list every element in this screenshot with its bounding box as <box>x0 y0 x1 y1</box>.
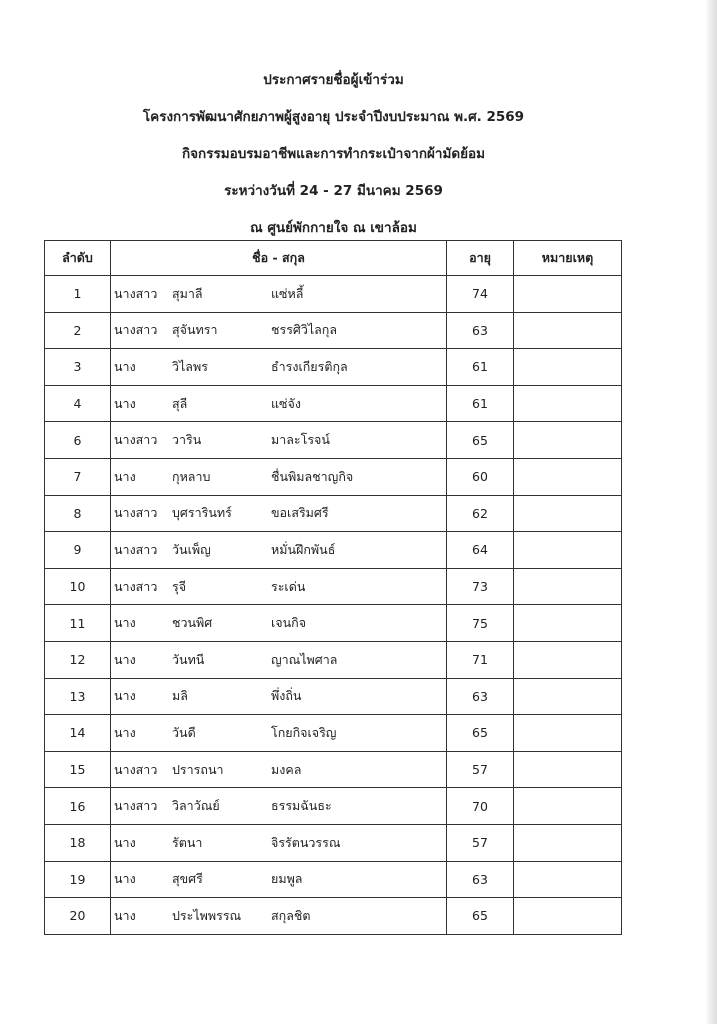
table-row <box>45 532 622 569</box>
name-title: นางสาว <box>114 432 158 448</box>
first-name: วันดี <box>172 724 196 740</box>
last-name: หมั่นฝึกพันธ์ <box>271 541 336 557</box>
table-header-row <box>45 241 622 276</box>
table-row <box>45 385 622 422</box>
cell-name <box>111 312 447 349</box>
cell-index: 3 <box>45 349 111 386</box>
name-title: นางสาว <box>114 285 158 301</box>
cell-name <box>111 422 447 459</box>
cell-name <box>111 751 447 788</box>
table-row <box>45 276 622 313</box>
name-title: นาง <box>114 615 136 631</box>
table-row <box>45 898 622 935</box>
cell-note <box>514 495 622 532</box>
name-title: นาง <box>114 834 136 850</box>
name-title: นางสาว <box>114 798 158 814</box>
first-name: ชวนพิศ <box>172 615 213 631</box>
cell-name <box>111 568 447 605</box>
column-header-age: อายุ <box>447 241 514 276</box>
cell-name <box>111 495 447 532</box>
table-row <box>45 641 622 678</box>
table-row <box>45 495 622 532</box>
cell-note <box>514 312 622 349</box>
cell-age: 65 <box>447 898 514 935</box>
cell-age: 74 <box>447 276 514 313</box>
first-name: วิลาวัณย์ <box>172 798 220 814</box>
cell-age: 60 <box>447 458 514 495</box>
cell-age: 57 <box>447 824 514 861</box>
cell-name <box>111 861 447 898</box>
first-name: กุหลาบ <box>172 468 211 484</box>
cell-age: 71 <box>447 641 514 678</box>
cell-name <box>111 898 447 935</box>
first-name: วาริน <box>172 432 202 448</box>
name-title: นาง <box>114 871 136 887</box>
cell-note <box>514 824 622 861</box>
cell-age: 64 <box>447 532 514 569</box>
cell-index: 1 <box>45 276 111 313</box>
cell-name <box>111 824 447 861</box>
cell-index: 13 <box>45 678 111 715</box>
column-header-name: ชื่อ - สกุล <box>111 241 447 276</box>
first-name: มลิ <box>172 688 188 704</box>
first-name: ปรารถนา <box>172 761 224 777</box>
cell-age: 61 <box>447 385 514 422</box>
cell-name <box>111 458 447 495</box>
announcement-header <box>0 66 667 244</box>
cell-age: 65 <box>447 422 514 459</box>
table-row <box>45 312 622 349</box>
table-row <box>45 568 622 605</box>
last-name: มงคล <box>271 761 302 777</box>
first-name: วันเพ็ญ <box>172 541 211 557</box>
cell-age: 73 <box>447 568 514 605</box>
first-name: รุจี <box>172 578 187 594</box>
cell-index: 15 <box>45 751 111 788</box>
name-title: นางสาว <box>114 761 158 777</box>
cell-name <box>111 641 447 678</box>
last-name: จิรรัตนวรรณ <box>271 834 341 850</box>
cell-name <box>111 715 447 752</box>
cell-index: 12 <box>45 641 111 678</box>
cell-name <box>111 532 447 569</box>
cell-index: 16 <box>45 788 111 825</box>
column-header-note: หมายเหตุ <box>514 241 622 276</box>
last-name: แซ่หลี้ <box>271 285 304 301</box>
last-name: มาละโรจน์ <box>271 432 330 448</box>
cell-note <box>514 678 622 715</box>
last-name: ชรรศิวิไลกุล <box>271 322 338 338</box>
cell-age: 63 <box>447 312 514 349</box>
cell-age: 57 <box>447 751 514 788</box>
cell-index: 9 <box>45 532 111 569</box>
table-row <box>45 751 622 788</box>
last-name: ขอเสริมศรี <box>271 505 329 521</box>
cell-note <box>514 422 622 459</box>
table-row <box>45 349 622 386</box>
cell-index: 6 <box>45 422 111 459</box>
cell-index: 8 <box>45 495 111 532</box>
cell-note <box>514 715 622 752</box>
cell-name <box>111 605 447 642</box>
cell-index: 18 <box>45 824 111 861</box>
table-row <box>45 861 622 898</box>
name-title: นาง <box>114 724 136 740</box>
participant-table-body <box>45 276 622 935</box>
first-name: วันทนี <box>172 651 205 667</box>
cell-index: 14 <box>45 715 111 752</box>
first-name: วิไลพร <box>172 358 208 374</box>
cell-note <box>514 349 622 386</box>
first-name: สุจันทรา <box>172 322 218 338</box>
participant-table <box>44 240 622 935</box>
name-title: นาง <box>114 358 136 374</box>
cell-note <box>514 532 622 569</box>
first-name: รัตนา <box>172 834 203 850</box>
first-name: บุศรารินทร์ <box>172 505 232 521</box>
cell-name <box>111 276 447 313</box>
cell-note <box>514 385 622 422</box>
cell-age: 65 <box>447 715 514 752</box>
name-title: นางสาว <box>114 505 158 521</box>
first-name: ประไพพรรณ <box>172 907 242 923</box>
event-dates: ระหว่างวันที่ 24 - 27 มีนาคม 2569 <box>224 183 443 199</box>
cell-name <box>111 385 447 422</box>
name-title: นางสาว <box>114 578 158 594</box>
table-row <box>45 422 622 459</box>
project-name: โครงการพัฒนาศักยภาพผู้สูงอายุ ประจำปีงบประมาณ พ.ศ. 2569 <box>142 109 525 125</box>
cell-note <box>514 861 622 898</box>
cell-note <box>514 458 622 495</box>
cell-note <box>514 751 622 788</box>
cell-note <box>514 276 622 313</box>
announcement-title: ประกาศรายชื่อผู้เข้าร่วม <box>263 72 404 88</box>
last-name: ระเด่น <box>271 578 306 594</box>
name-title: นาง <box>114 907 136 923</box>
last-name: โกยกิจเจริญ <box>271 724 337 740</box>
cell-index: 19 <box>45 861 111 898</box>
last-name: ธำรงเกียรติกุล <box>271 358 348 374</box>
cell-age: 61 <box>447 349 514 386</box>
table-row <box>45 605 622 642</box>
table-row <box>45 678 622 715</box>
first-name: สุมาลี <box>172 285 203 301</box>
cell-age: 75 <box>447 605 514 642</box>
column-header-index: ลำดับ <box>45 241 111 276</box>
table-row <box>45 715 622 752</box>
cell-name <box>111 788 447 825</box>
name-title: นาง <box>114 395 136 411</box>
last-name: ญาณไพศาล <box>271 651 338 667</box>
cell-index: 4 <box>45 385 111 422</box>
activity-name: กิจกรรมอบรมอาชีพและการทำกระเป๋าจากผ้ามัดย้อม <box>181 146 486 162</box>
last-name: สกุลชิต <box>271 907 311 923</box>
cell-note <box>514 641 622 678</box>
cell-index: 11 <box>45 605 111 642</box>
table-row <box>45 824 622 861</box>
first-name: สุลี <box>172 395 188 411</box>
cell-name <box>111 349 447 386</box>
cell-index: 7 <box>45 458 111 495</box>
cell-name <box>111 678 447 715</box>
name-title: นางสาว <box>114 541 158 557</box>
name-title: นาง <box>114 651 136 667</box>
cell-note <box>514 605 622 642</box>
cell-age: 62 <box>447 495 514 532</box>
last-name: ชื่นพิมลชาญกิจ <box>271 468 354 484</box>
cell-age: 63 <box>447 861 514 898</box>
cell-note <box>514 568 622 605</box>
page-edge-shadow <box>705 0 717 1024</box>
event-venue: ณ ศูนย์พักกายใจ ณ เขาล้อม <box>250 220 417 236</box>
last-name: พึ่งถิ่น <box>271 688 302 704</box>
last-name: แซ่จัง <box>271 395 301 411</box>
first-name: สุขศรี <box>172 871 203 887</box>
last-name: เจนกิจ <box>271 615 307 631</box>
cell-note <box>514 898 622 935</box>
table-row <box>45 458 622 495</box>
name-title: นาง <box>114 468 136 484</box>
name-title: นาง <box>114 688 136 704</box>
name-title: นางสาว <box>114 322 158 338</box>
cell-age: 63 <box>447 678 514 715</box>
cell-age: 70 <box>447 788 514 825</box>
table-row <box>45 788 622 825</box>
cell-index: 2 <box>45 312 111 349</box>
cell-index: 10 <box>45 568 111 605</box>
cell-index: 20 <box>45 898 111 935</box>
cell-note <box>514 788 622 825</box>
last-name: ธรรมฉันธะ <box>271 798 332 814</box>
last-name: ยมพูล <box>271 871 303 887</box>
